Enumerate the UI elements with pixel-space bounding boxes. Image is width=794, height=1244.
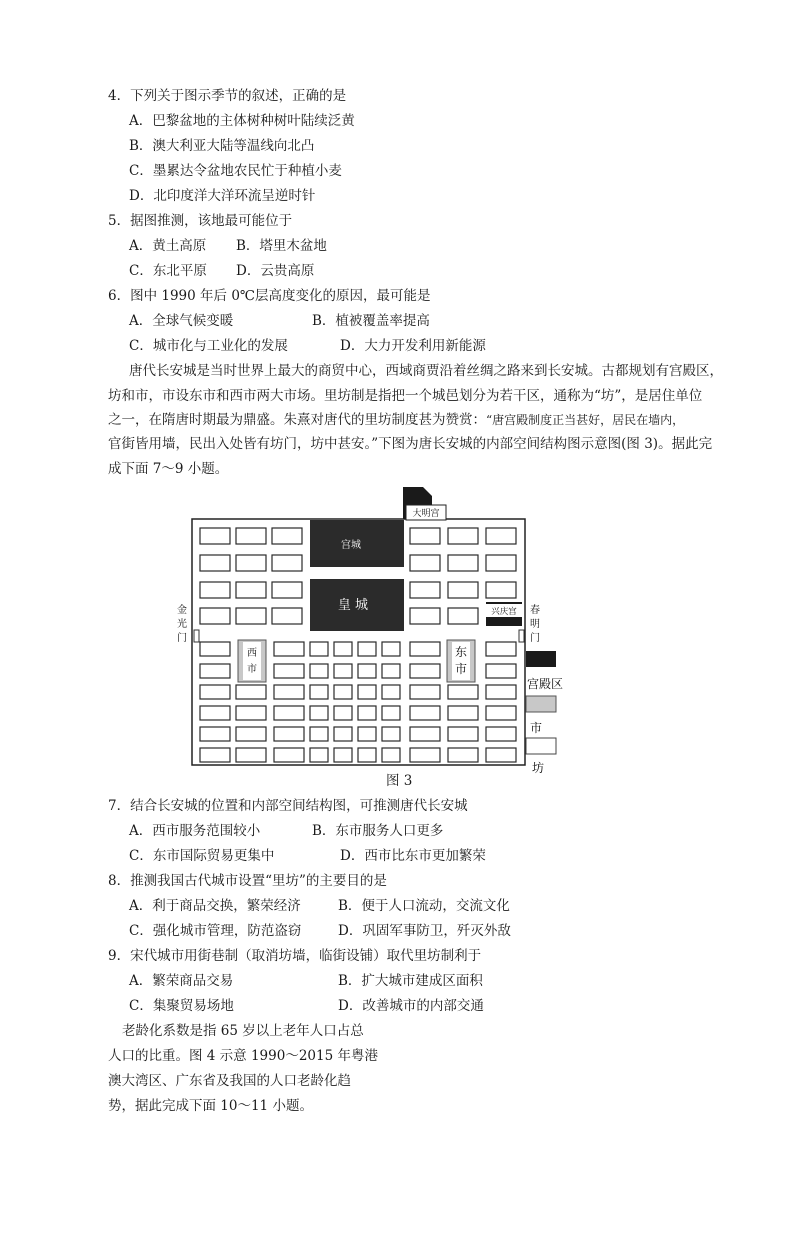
q4-option-b: B．澳大利亚大陆等温线向北凸	[129, 138, 315, 154]
ward-block	[382, 748, 400, 762]
ward-block	[486, 582, 516, 598]
q9-option-d: D．改善城市的内部交通	[338, 998, 484, 1014]
ward-block	[236, 555, 266, 571]
q5-option-b: B．塔里木盆地	[236, 238, 327, 254]
passage2-line-3: 澳大湾区、广东省及我国的人口老龄化趋	[108, 1073, 351, 1089]
ward-block	[200, 748, 230, 762]
jinguang-label-3: 门	[177, 633, 187, 644]
ward-block	[200, 555, 230, 571]
ward-block	[200, 727, 230, 741]
passage2-line-4: 势，据此完成下面 10～11 小题。	[108, 1098, 313, 1114]
q8-option-d: D．巩固军事防卫，歼灭外敌	[338, 923, 511, 939]
ward-block	[486, 706, 516, 720]
ward-block	[410, 685, 440, 699]
ward-block	[358, 685, 376, 699]
ward-block	[334, 748, 352, 762]
jinguang-gate	[194, 630, 199, 642]
ward-block	[382, 664, 400, 678]
ward-block	[310, 685, 328, 699]
ward-block	[200, 642, 230, 656]
ward-block	[236, 685, 266, 699]
ward-block	[274, 748, 304, 762]
ward-block	[358, 727, 376, 741]
q5-option-a: A．黄土高原	[129, 238, 207, 254]
ward-block	[200, 664, 230, 678]
ward-block	[382, 685, 400, 699]
q6-option-a: A．全球气候变暖	[129, 313, 234, 329]
figure-caption: 图 3	[386, 773, 413, 789]
ward-block	[200, 582, 230, 598]
q7-option-a: A．西市服务范围较小	[129, 823, 261, 839]
ward-block	[486, 528, 516, 544]
ward-block	[410, 727, 440, 741]
q8-option-c: C．强化城市管理，防范盗窃	[129, 923, 302, 939]
ward-block	[448, 727, 478, 741]
passage1-line-1: 唐代长安城是当时世界上最大的商贸中心，西域商贾沿着丝绸之路来到长安城。古都规划有宫殿区，	[129, 363, 723, 379]
ward-block	[272, 528, 302, 544]
q5-option-c: C．东北平原	[129, 263, 207, 279]
q4-option-c: C．墨累达令盆地农民忙于种植小麦	[129, 163, 342, 179]
q7-option-b: B．东市服务人口更多	[312, 823, 444, 839]
q4-option-d: D．北印度洋大洋环流呈逆时针	[129, 188, 316, 204]
ward-block	[486, 727, 516, 741]
ward-block	[410, 664, 440, 678]
ward-block	[274, 706, 304, 720]
q5-stem: 5．据图推测，该地最可能位于	[108, 213, 293, 229]
q6-stem: 6．图中 1990 年后 0℃层高度变化的原因，最可能是	[108, 288, 431, 304]
ward-block	[358, 748, 376, 762]
ward-block	[410, 582, 440, 598]
ward-block	[410, 608, 440, 624]
q9-option-a: A．繁荣商品交易	[129, 973, 234, 989]
palace-gap	[310, 567, 404, 579]
q4-option-a: A．巴黎盆地的主体树种树叶陆续泛黄	[129, 113, 355, 129]
ward-block	[486, 664, 516, 678]
ward-block	[236, 727, 266, 741]
ward-block	[448, 528, 478, 544]
ward-block	[200, 706, 230, 720]
legend-palace-swatch	[526, 651, 556, 667]
ward-block	[272, 555, 302, 571]
chunming-label-3: 门	[530, 633, 540, 644]
ward-block	[236, 582, 266, 598]
legend-ward-swatch	[526, 738, 556, 754]
ward-block	[358, 664, 376, 678]
imperial-city-label: 皇 城	[337, 598, 369, 613]
ward-block	[410, 528, 440, 544]
ward-block	[448, 748, 478, 762]
ward-block	[200, 528, 230, 544]
q7-option-d: D．西市比东市更加繁荣	[340, 848, 486, 864]
legend-ward-label: 坊	[531, 761, 545, 775]
ward-block	[200, 685, 230, 699]
ward-block	[448, 706, 478, 720]
ward-block	[274, 727, 304, 741]
ward-block	[448, 555, 478, 571]
ward-block	[236, 748, 266, 762]
ward-block	[334, 685, 352, 699]
ward-block	[274, 685, 304, 699]
ward-block	[236, 706, 266, 720]
ward-block	[382, 727, 400, 741]
east-market-label-1: 东	[454, 645, 468, 659]
ward-block	[272, 608, 302, 624]
passage1-quote: “唐宫殿制度正当甚好，居民在墙内，	[486, 413, 685, 427]
ward-block	[486, 748, 516, 762]
ward-block	[448, 685, 478, 699]
ward-block	[334, 664, 352, 678]
passage2-line-1: 老龄化系数是指 65 岁以上老年人口占总	[122, 1023, 364, 1039]
ward-block	[200, 608, 230, 624]
q4-stem: 4．下列关于图示季节的叙述，正确的是	[108, 88, 347, 104]
palace-city-label: 宫城	[341, 540, 361, 551]
q7-option-c: C．东市国际贸易更集中	[129, 848, 275, 864]
west-market-label-2: 市	[247, 664, 257, 675]
jinguang-label-2: 光	[177, 619, 187, 630]
chunming-label-1: 春	[530, 605, 540, 616]
daming-label: 大明宫	[412, 509, 440, 519]
q9-option-b: B．扩大城市建成区面积	[338, 973, 483, 989]
ward-block	[236, 528, 266, 544]
ward-block	[410, 748, 440, 762]
ward-block	[310, 706, 328, 720]
chunming-gate	[519, 630, 524, 642]
ward-block	[410, 555, 440, 571]
passage1-line-3-text: 之一，在隋唐时期最为鼎盛。朱熹对唐代的里坊制度甚为赞赏：	[108, 412, 486, 428]
ward-block	[358, 642, 376, 656]
q8-stem: 8．推测我国古代城市设置“里坊”的主要目的是	[108, 873, 387, 889]
legend-market-swatch	[526, 696, 556, 712]
ward-block	[310, 642, 328, 656]
legend-palace-label: 宫殿区	[526, 677, 564, 691]
q8-option-a: A．利于商品交换，繁荣经济	[129, 898, 301, 914]
passage1-line-2: 坊和市，市设东市和西市两大市场。里坊制是指把一个城邑划分为若干区，通称为“坊”，是居住单位	[108, 388, 703, 404]
west-market-label-1: 西	[247, 648, 257, 659]
ward-block	[272, 582, 302, 598]
ward-block	[274, 664, 304, 678]
q9-option-c: C．集聚贸易场地	[129, 998, 234, 1014]
ward-block	[236, 608, 266, 624]
q6-option-d: D．大力开发利用新能源	[340, 338, 486, 354]
east-market-label-2: 市	[454, 662, 468, 676]
q8-option-b: B．便于人口流动，交流文化	[338, 898, 510, 914]
passage1-line-4: 官街皆用墙，民出入处皆有坊门，坊中甚安。”下图为唐长安城的内部空间结构图示意图(图 3)。据此完	[108, 436, 713, 452]
ward-block	[334, 727, 352, 741]
ward-block	[358, 706, 376, 720]
ward-block	[382, 706, 400, 720]
ward-block	[410, 706, 440, 720]
passage1-line-3	[108, 414, 684, 428]
ward-block	[274, 642, 304, 656]
changan-map-figure	[170, 482, 570, 777]
ward-block	[486, 642, 516, 656]
ward-block	[382, 642, 400, 656]
xingqing-label: 兴庆宫	[491, 607, 517, 617]
passage2-line-2: 人口的比重。图 4 示意 1990～2015 年粤港	[108, 1048, 378, 1064]
ward-block	[334, 642, 352, 656]
q7-stem: 7．结合长安城的位置和内部空间结构图，可推测唐代长安城	[108, 798, 468, 814]
q9-stem: 9．宋代城市用街巷制（取消坊墙，临街设铺）取代里坊制利于	[108, 948, 482, 964]
ward-block	[448, 608, 478, 624]
ward-block	[310, 664, 328, 678]
chunming-label-2: 明	[530, 619, 540, 630]
ward-block	[448, 582, 478, 598]
legend-market-label: 市	[529, 721, 543, 735]
ward-block	[334, 706, 352, 720]
ward-block	[410, 642, 440, 656]
ward-block	[486, 685, 516, 699]
jinguang-label-1: 金	[177, 605, 187, 616]
ward-block	[310, 748, 328, 762]
ward-block	[486, 555, 516, 571]
q5-option-d: D．云贵高原	[236, 263, 315, 279]
passage1-line-5: 成下面 7～9 小题。	[108, 461, 229, 477]
q6-option-b: B．植被覆盖率提高	[312, 313, 430, 329]
q6-option-c: C．城市化与工业化的发展	[129, 338, 288, 354]
ward-block	[310, 727, 328, 741]
